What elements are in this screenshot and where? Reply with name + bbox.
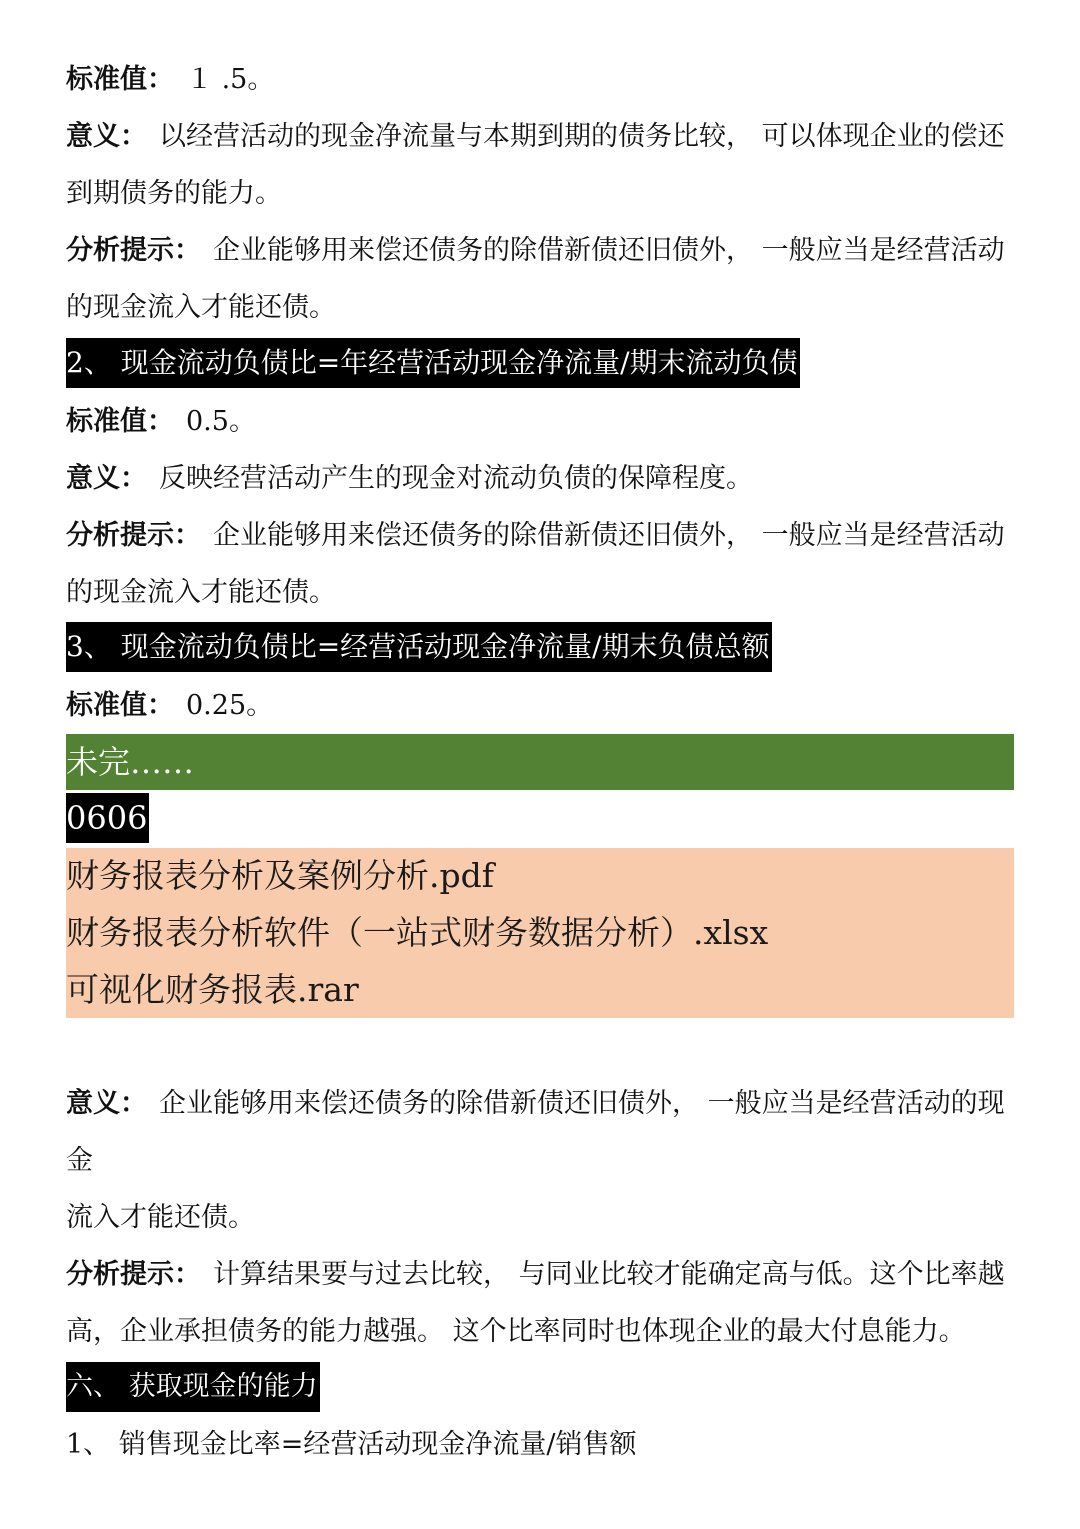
section-2-hint-row (66, 516, 1005, 556)
standard-value-label: 标准值： (66, 406, 174, 437)
meaning-text: 企业能够用来偿还债务的除借新债还旧债外， 一般应当是经营活动的现 (159, 1088, 1005, 1119)
analysis-hint-label: 分析提示： (66, 235, 201, 266)
analysis-hint-label: 分析提示： (66, 1259, 201, 1290)
bottom-hint-row (66, 1255, 1005, 1295)
file-item-xlsx[interactable]: 财务报表分析软件（一站式财务数据分析）.xlsx (66, 913, 769, 952)
analysis-hint-text: 企业能够用来偿还债务的除借新债还旧债外， 一般应当是经营活动 (213, 520, 1005, 551)
standard-value-row (66, 60, 274, 100)
bottom-meaning-continued-2: 流入才能还债。 (66, 1202, 255, 1233)
standard-value: 0.25。 (186, 690, 274, 721)
section-3-heading: 3、 现金流动负债比=经营活动现金净流量/期末负债总额 (66, 622, 772, 672)
section-2-standard-row (66, 402, 256, 442)
analysis-hint-row (66, 231, 1005, 271)
standard-value-label: 标准值： (66, 690, 174, 721)
standard-value: 0.5。 (186, 406, 256, 437)
analysis-hint-continued: 的现金流入才能还债。 (66, 292, 336, 323)
standard-value-label: 标准值： (66, 64, 174, 95)
bottom-hint-continued: 高，企业承担债务的能力越强。 这个比率同时也体现企业的最大付息能力。 (66, 1316, 966, 1347)
bottom-meaning-continued-1: 金 (66, 1145, 93, 1176)
file-item-rar[interactable]: 可视化财务报表.rar (66, 970, 359, 1009)
meaning-text: 反映经营活动产生的现金对流动负债的保障程度。 (159, 463, 753, 494)
section-2-meaning-row (66, 459, 753, 499)
meaning-text: 以经营活动的现金净流量与本期到期的债务比较， 可以体现企业的偿还 (159, 121, 1005, 152)
bottom-meaning-row (66, 1084, 1005, 1124)
standard-value: １ .5。 (186, 64, 275, 95)
file-item-pdf[interactable]: 财务报表分析及案例分析.pdf (66, 856, 494, 895)
code-label: 0606 (66, 793, 149, 843)
section-6-heading: 六、 获取现金的能力 (66, 1362, 320, 1412)
file-list (66, 848, 1014, 1018)
unfinished-banner: 未完…… (66, 734, 1014, 790)
analysis-hint-text: 企业能够用来偿还债务的除借新债还旧债外， 一般应当是经营活动 (213, 235, 1005, 266)
section-2-heading: 2、 现金流动负债比=年经营活动现金净流量/期末流动负债 (66, 338, 800, 388)
section-3-standard-row (66, 686, 273, 726)
meaning-text-continued: 到期债务的能力。 (66, 178, 282, 209)
meaning-row (66, 117, 1005, 157)
analysis-hint-text: 计算结果要与过去比较， 与同业比较才能确定高与低。这个比率越 (213, 1259, 1005, 1290)
analysis-hint-label: 分析提示： (66, 520, 201, 551)
section-6-item-1: 1、 销售现金比率=经营活动现金净流量/销售额 (66, 1429, 637, 1460)
meaning-label: 意义： (66, 121, 147, 152)
section-2-hint-continued: 的现金流入才能还债。 (66, 577, 336, 608)
meaning-label: 意义： (66, 463, 147, 494)
meaning-label: 意义： (66, 1088, 147, 1119)
